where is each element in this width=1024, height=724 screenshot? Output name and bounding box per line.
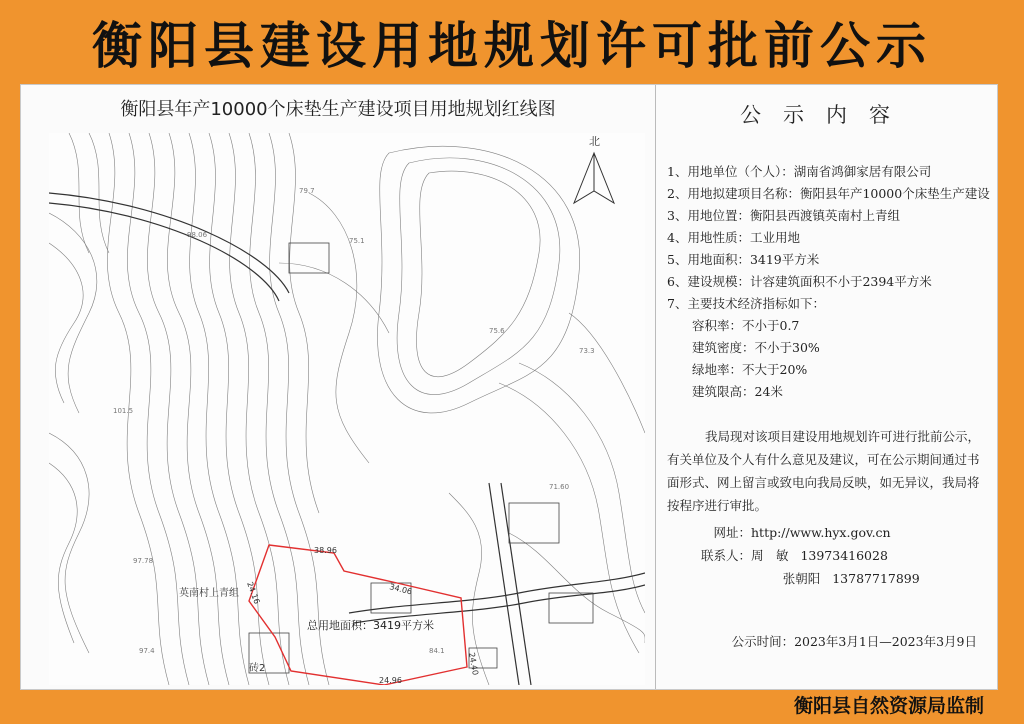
site-plan-map xyxy=(49,133,645,685)
footer-issuer: 衡阳县自然资源局监制 xyxy=(793,695,984,717)
dim-label: 24.40 xyxy=(467,651,480,676)
svg-text:97.78: 97.78 xyxy=(133,557,154,565)
contact-row xyxy=(667,544,920,567)
indicator-item: 建筑密度：不小于30% xyxy=(692,340,820,355)
notice-panel xyxy=(20,84,998,690)
svg-text:98.06: 98.06 xyxy=(187,231,208,239)
notice-content xyxy=(655,85,997,689)
indicator-item: 建筑限高：24米 xyxy=(692,384,783,399)
notice-item: 4、用地性质：工业用地 xyxy=(667,230,800,245)
website-row xyxy=(667,521,920,544)
notice-item: 3、用地位置：衡阳县西渡镇英南村上青组 xyxy=(667,208,900,223)
notice-items xyxy=(667,161,990,403)
publicity-date: 公示时间：2023年3月1日—2023年3月9日 xyxy=(731,634,977,649)
dim-label: 34.06 xyxy=(388,582,413,597)
notice-item: 5、用地面积：3419平方米 xyxy=(667,252,820,267)
brick-label: 砖2 xyxy=(249,663,266,674)
site-area-label: 总用地面积：3419平方米 xyxy=(307,619,434,632)
map-title: 衡阳县年产10000个床垫生产建设项目用地规划红线图 xyxy=(120,99,556,120)
svg-text:71.60: 71.60 xyxy=(549,483,570,491)
svg-text:84.1: 84.1 xyxy=(429,647,445,655)
village-label: 英南村上青组 xyxy=(179,588,239,599)
indicator-item: 绿地率：不大于20% xyxy=(692,362,808,377)
website-link[interactable]: http://www.hyx.gov.cn xyxy=(751,525,891,540)
contact-block xyxy=(667,521,920,590)
contact-phone: 13973416028 xyxy=(800,548,888,563)
svg-text:101.5: 101.5 xyxy=(113,407,134,415)
notice-paragraph: 我局现对该项目建设用地规划许可进行批前公示，有关单位及个人有什么意见及建议，可在公示期间通过书面形式、网上留言或致电向我局反映，如无异议，我局将按程序进行审批。 xyxy=(667,429,981,513)
contact-name: 张朝阳 xyxy=(782,571,821,586)
header-banner xyxy=(0,0,1024,84)
notice-item: 6、建设规模：计容建筑面积不小于2394平方米 xyxy=(667,274,932,289)
notice-item: 7、主要技术经济指标如下： xyxy=(667,296,825,311)
svg-text:79.7: 79.7 xyxy=(299,187,315,195)
website-label: 网址： xyxy=(713,525,751,540)
notice-item: 1、用地单位（个人）：湖南省鸿御家居有限公司 xyxy=(667,164,932,179)
notice-title: 公示内容 xyxy=(740,103,912,127)
contact-label: 联系人： xyxy=(700,548,751,563)
dim-label: 24.96 xyxy=(379,676,402,685)
contact-row xyxy=(667,567,920,590)
indicator-item: 容积率：不小于0.7 xyxy=(692,318,800,333)
map-section xyxy=(21,85,656,689)
page-title: 衡阳县建设用地规划许可批前公示 xyxy=(92,17,932,75)
dim-label: 38.96 xyxy=(314,546,337,555)
contact-phone: 13787717899 xyxy=(832,571,920,586)
notice-item: 2、用地拟建项目名称：衡阳县年产10000个床垫生产建设 xyxy=(667,186,990,201)
svg-text:73.3: 73.3 xyxy=(579,347,595,355)
svg-text:97.4: 97.4 xyxy=(139,647,155,655)
dim-label: 24.16 xyxy=(245,580,262,606)
footer-bar xyxy=(0,688,1024,724)
contact-name: 周 敏 xyxy=(751,548,789,563)
svg-text:75.1: 75.1 xyxy=(349,237,365,245)
north-label: 北 xyxy=(589,135,600,148)
svg-text:75.6: 75.6 xyxy=(489,327,505,335)
